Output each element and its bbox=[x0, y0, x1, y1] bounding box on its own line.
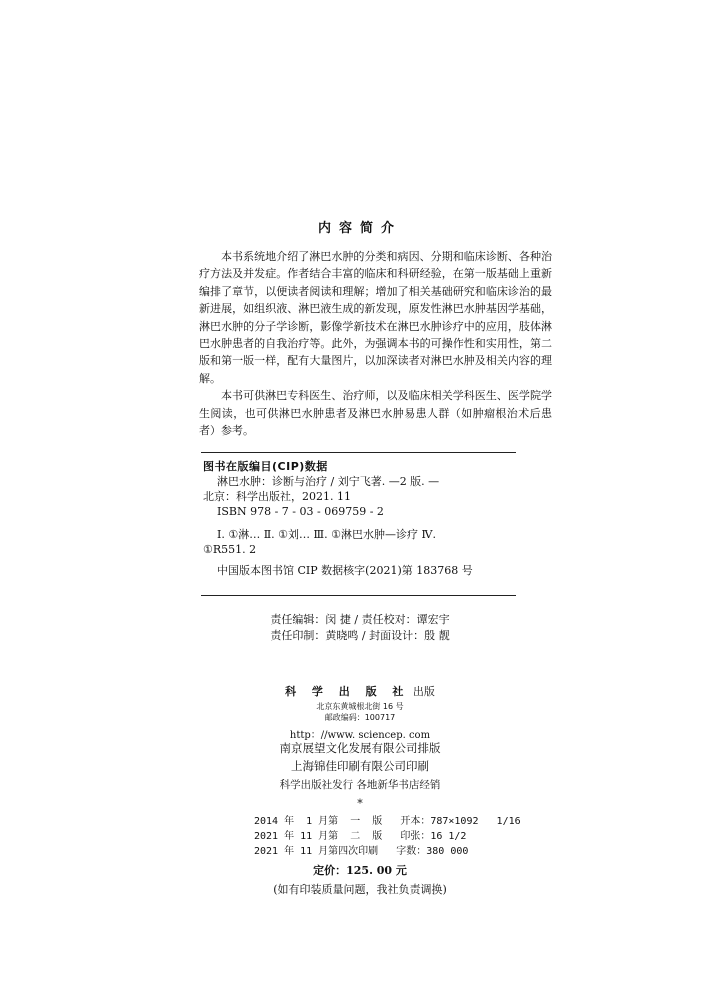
printer-line: 上海锦佳印刷有限公司印刷 bbox=[291, 759, 429, 773]
edition-line-2: 2021 年 11 月第 二 版 印张：16 1/2 bbox=[254, 831, 467, 842]
quality-note: (如有印装质量问题，我社负责调换) bbox=[273, 883, 447, 896]
page-title: 内容简介 bbox=[317, 221, 402, 236]
price: 定价：125. 00 元 bbox=[313, 864, 407, 877]
edition-line-1: 2014 年 1 月第 一 版 开本：787×1092 1/16 bbox=[254, 816, 521, 827]
publisher-postcode: 邮政编码：100717 bbox=[324, 713, 396, 722]
cip-publisher-line: 北京：科学出版社，2021. 11 bbox=[203, 490, 351, 503]
summary-paragraph-2: 本书可供淋巴专科医生、治疗师，以及临床相关学科医生、医学院学生阅读，也可供淋巴水肿患者及淋巴水肿易患人群（如肿瘤根治术后患者）参考。 bbox=[199, 389, 552, 438]
publisher-address: 北京东黄城根北街 16 号 bbox=[316, 702, 404, 711]
cip-classification: Ⅰ. ①淋… Ⅱ. ①刘… Ⅲ. ①淋巴水肿—诊疗 Ⅳ. bbox=[217, 528, 436, 541]
publisher-suffix: 出版 bbox=[412, 685, 435, 698]
credits-editor-line: 责任编辑：闵 捷 / 责任校对：谭宏宇 bbox=[270, 613, 450, 626]
credits-print-line: 责任印制：黄晓鸣 / 封面设计：殷 靓 bbox=[270, 629, 450, 642]
cip-block bbox=[203, 459, 518, 578]
cip-heading: 图书在版编目(CIP)数据 bbox=[203, 460, 328, 473]
typesetter-line: 南京展望文化发展有限公司排版 bbox=[279, 741, 441, 755]
edition-line-3: 2021 年 11 月第四次印刷 字数：380 000 bbox=[254, 846, 469, 857]
summary-text bbox=[199, 248, 552, 439]
publisher-line bbox=[0, 683, 720, 699]
distributor-line: 科学出版社发行 各地新华书店经销 bbox=[279, 779, 441, 791]
summary-paragraph-1: 本书系统地介绍了淋巴水肿的分类和病因、分期和临床诊断、各种治疗方法及并发症。作者结合丰富的临床和科研经验，在第一版基础上重新编排了章节，以便读者阅读和理解；增加了相关基础研究和临床诊治的最新进展，如组织液、淋巴液生成的新发现，原发性淋巴水肿基因学基础，淋巴水肿的分子学诊断，影像学新技术在淋巴水肿诊疗中的应用，肢体淋巴水肿患者的自我治疗等。此外，为强调本书的可操作性和实用性，第二版和第一版一样，配有大量图片，以加深读者对淋巴水肿及相关内容的理解。 bbox=[199, 250, 552, 385]
cip-title-line: 淋巴水肿：诊断与治疗 / 刘宁飞著. —2 版. — bbox=[217, 475, 440, 488]
cip-bottom-rule bbox=[201, 595, 516, 596]
credits bbox=[0, 612, 720, 644]
publisher-website: http：//www. sciencep. com bbox=[289, 730, 431, 741]
cip-classification-code: ①R551. 2 bbox=[203, 543, 257, 556]
separator-star: * bbox=[357, 797, 363, 810]
cip-core-number: 中国版本图书馆 CIP 数据核字(2021)第 183768 号 bbox=[217, 564, 473, 577]
cip-isbn: ISBN 978 - 7 - 03 - 069759 - 2 bbox=[217, 505, 384, 518]
cip-top-rule bbox=[201, 452, 516, 453]
publisher-logo-name: 科 学 出 版 社 bbox=[285, 685, 410, 698]
